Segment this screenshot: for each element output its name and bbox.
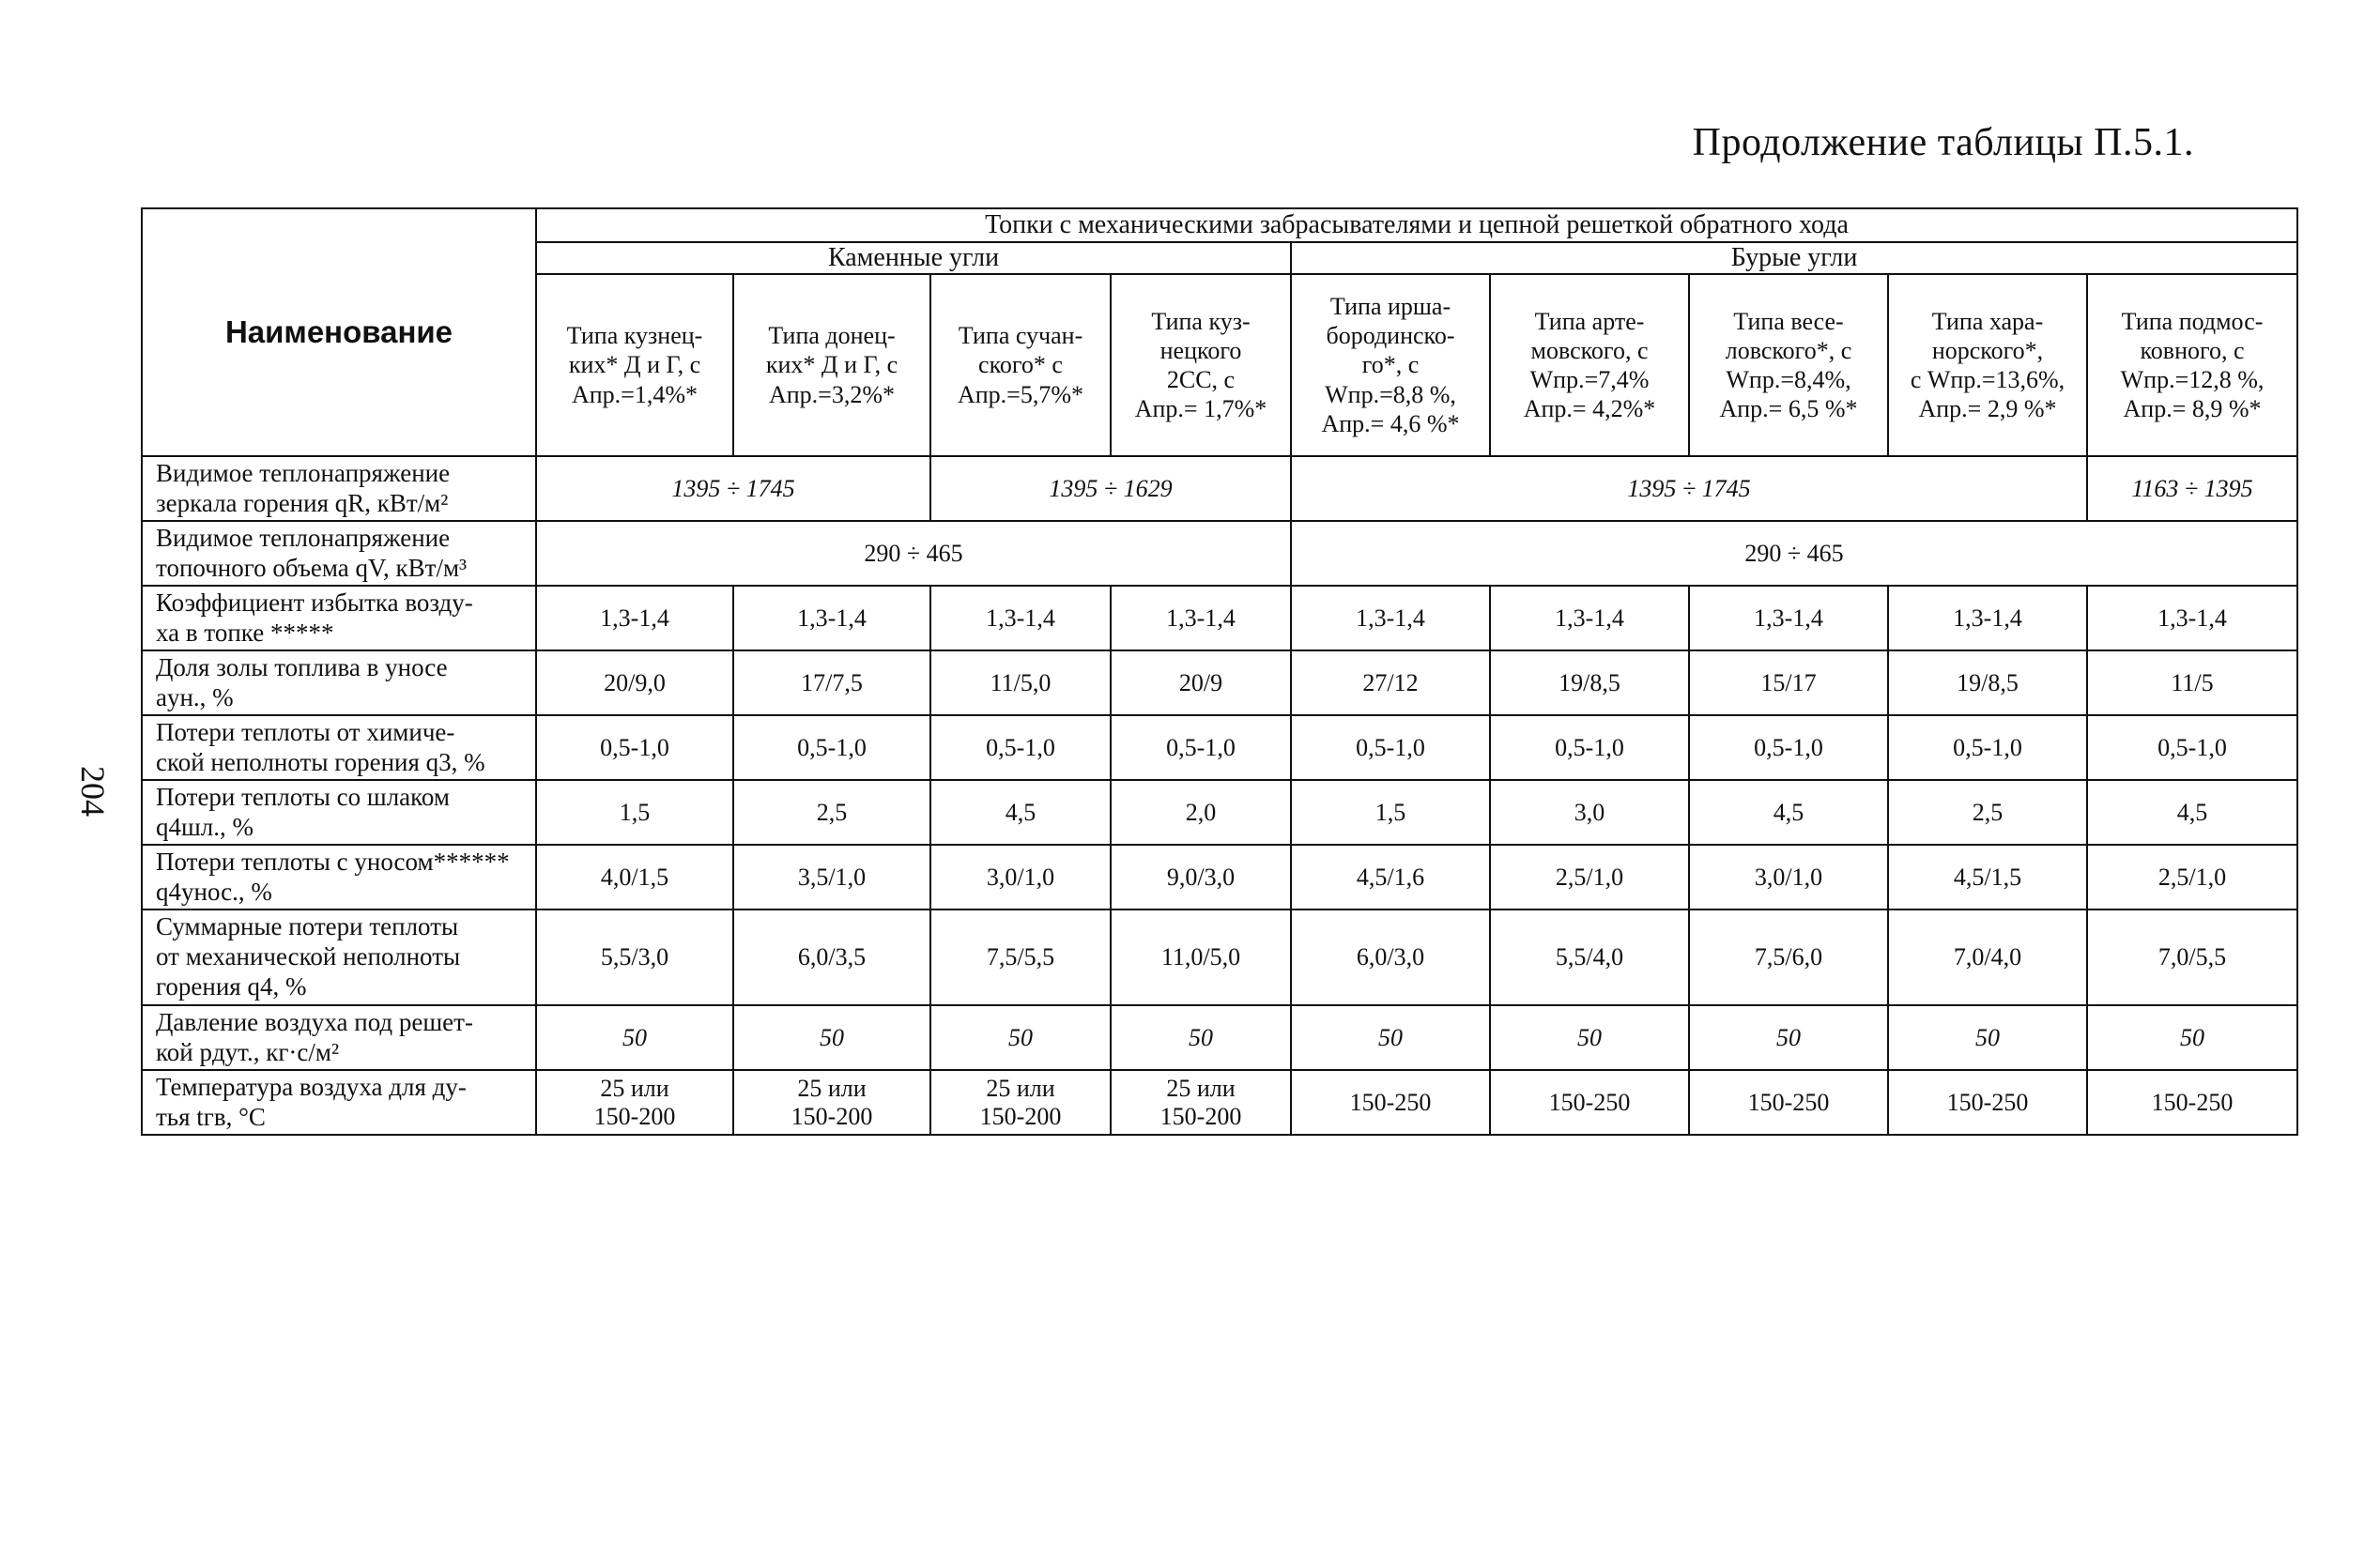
coal-type-header: Типа сучан- ского* с Aпр.=5,7%* (930, 274, 1111, 456)
table-cell: 0,5-1,0 (733, 715, 930, 780)
table-cell: 5,5/4,0 (1490, 909, 1689, 1005)
table-cell: 0,5-1,0 (1888, 715, 2087, 780)
table-row (142, 909, 2297, 1005)
table-cell: 19/8,5 (1490, 650, 1689, 715)
table-cell: 15/17 (1689, 650, 1888, 715)
table-cell: 0,5-1,0 (1291, 715, 1490, 780)
table-cell: 25 или 150-200 (733, 1070, 930, 1135)
table-cell: 19/8,5 (1888, 650, 2087, 715)
table-cell: 11,0/5,0 (1111, 909, 1291, 1005)
table-cell: 50 (1111, 1005, 1291, 1070)
table-cell: 0,5-1,0 (2087, 715, 2297, 780)
table-cell: 290 ÷ 465 (536, 521, 1291, 586)
table-row (142, 521, 2297, 586)
table-cell: 17/7,5 (733, 650, 930, 715)
table-cell: 150-250 (1490, 1070, 1689, 1135)
table-cell: 1,3-1,4 (2087, 586, 2297, 650)
row-label: Коэффициент избытка возду- ха в топке ***** (142, 586, 536, 650)
row-label: Температура воздуха для ду- тья tгв, °C (142, 1070, 536, 1135)
table-cell: 2,5 (1888, 780, 2087, 845)
brown-coal-header: Бурые угли (1291, 242, 2297, 274)
table-cell: 1,3-1,4 (1888, 586, 2087, 650)
table-caption: Продолжение таблицы П.5.1. (1692, 121, 2194, 164)
table-cell: 1,3-1,4 (930, 586, 1111, 650)
table-cell: 1,5 (536, 780, 733, 845)
table-cell: 6,0/3,5 (733, 909, 930, 1005)
coal-type-header: Типа хара- норского*, с Wпр.=13,6%, Aпр.= 2,9 %* (1888, 274, 2087, 456)
table-cell: 290 ÷ 465 (1291, 521, 2297, 586)
table-cell: 2,0 (1111, 780, 1291, 845)
table-cell: 4,5/1,6 (1291, 845, 1490, 909)
table-cell: 1,3-1,4 (536, 586, 733, 650)
table-cell: 50 (1888, 1005, 2087, 1070)
table-cell: 150-250 (1291, 1070, 1490, 1135)
table-cell: 5,5/3,0 (536, 909, 733, 1005)
table-cell: 2,5/1,0 (1490, 845, 1689, 909)
row-label: Доля золы топлива в уносе aун., % (142, 650, 536, 715)
table-row (142, 456, 2297, 521)
table-cell: 3,0 (1490, 780, 1689, 845)
table-cell: 9,0/3,0 (1111, 845, 1291, 909)
table-cell: 7,5/6,0 (1689, 909, 1888, 1005)
table-cell: 0,5-1,0 (1490, 715, 1689, 780)
table-cell: 50 (930, 1005, 1111, 1070)
row-label: Видимое теплонапряжение зеркала горения qR, кВт/м² (142, 456, 536, 521)
table-cell: 4,5/1,5 (1888, 845, 2087, 909)
name-column-header: Наименование (142, 208, 536, 456)
table-cell: 3,5/1,0 (733, 845, 930, 909)
row-label: Суммарные потери теплоты от механической неполноты горения q4, % (142, 909, 536, 1005)
table-row (142, 845, 2297, 909)
table-row (142, 650, 2297, 715)
row-label: Потери теплоты с уносом****** q4унос., % (142, 845, 536, 909)
table-cell: 1,3-1,4 (1689, 586, 1888, 650)
table-cell: 3,0/1,0 (1689, 845, 1888, 909)
table-cell: 1,3-1,4 (733, 586, 930, 650)
page-number: 204 (74, 766, 112, 817)
table-cell: 1,3-1,4 (1291, 586, 1490, 650)
table-cell: 50 (1291, 1005, 1490, 1070)
table-cell: 50 (733, 1005, 930, 1070)
table-cell: 4,0/1,5 (536, 845, 733, 909)
table-cell: 7,0/5,5 (2087, 909, 2297, 1005)
table-cell: 150-250 (2087, 1070, 2297, 1135)
row-label: Давление воздуха под решет- кой pдут., кг·с/м² (142, 1005, 536, 1070)
table-cell: 1395 ÷ 1629 (930, 456, 1291, 521)
table-cell: 4,5 (2087, 780, 2297, 845)
table-row (142, 1070, 2297, 1135)
table-cell: 1395 ÷ 1745 (1291, 456, 2087, 521)
table-cell: 50 (1689, 1005, 1888, 1070)
table-cell: 0,5-1,0 (930, 715, 1111, 780)
table-cell: 1,5 (1291, 780, 1490, 845)
coal-type-header: Типа подмос- ковного, с Wпр.=12,8 %, Aпр.= 8,9 %* (2087, 274, 2297, 456)
table-cell: 20/9,0 (536, 650, 733, 715)
table-cell: 27/12 (1291, 650, 1490, 715)
table-cell: 1,3-1,4 (1490, 586, 1689, 650)
table-cell: 0,5-1,0 (536, 715, 733, 780)
coal-type-header: Типа куз- нецкого 2СС, с Aпр.= 1,7%* (1111, 274, 1291, 456)
coal-type-header: Типа донец- ких* Д и Г, с Aпр.=3,2%* (733, 274, 930, 456)
table-cell: 0,5-1,0 (1111, 715, 1291, 780)
table-cell: 1,3-1,4 (1111, 586, 1291, 650)
table-cell: 2,5 (733, 780, 930, 845)
row-label: Потери теплоты от химиче- ской неполноты горения q3, % (142, 715, 536, 780)
parameters-table (141, 207, 2298, 1136)
table-row (142, 715, 2297, 780)
table-cell: 25 или 150-200 (930, 1070, 1111, 1135)
table-cell: 7,0/4,0 (1888, 909, 2087, 1005)
table-cell: 50 (1490, 1005, 1689, 1070)
table-cell: 50 (2087, 1005, 2297, 1070)
table-cell: 20/9 (1111, 650, 1291, 715)
coal-type-header: Типа арте- мовского, с Wпр.=7,4% Aпр.= 4,2%* (1490, 274, 1689, 456)
table-cell: 7,5/5,5 (930, 909, 1111, 1005)
table-cell: 150-250 (1888, 1070, 2087, 1135)
table-cell: 1163 ÷ 1395 (2087, 456, 2297, 521)
table-cell: 50 (536, 1005, 733, 1070)
table-cell: 150-250 (1689, 1070, 1888, 1135)
table-cell: 0,5-1,0 (1689, 715, 1888, 780)
stone-coal-header: Каменные угли (536, 242, 1291, 274)
row-label: Видимое теплонапряжение топочного объема qV, кВт/м³ (142, 521, 536, 586)
table-cell: 4,5 (930, 780, 1111, 845)
table-cell: 1395 ÷ 1745 (536, 456, 930, 521)
coal-type-header: Типа весе- ловского*, с Wпр.=8,4%, Aпр.= 6,5 %* (1689, 274, 1888, 456)
row-label: Потери теплоты со шлаком q4шл., % (142, 780, 536, 845)
table-cell: 2,5/1,0 (2087, 845, 2297, 909)
coal-type-header: Типа ирша- бородинско- го*, с Wпр.=8,8 %, Aпр.= 4,6 %* (1291, 274, 1490, 456)
table-cell: 25 или 150-200 (1111, 1070, 1291, 1135)
coal-type-header: Типа кузнец- ких* Д и Г, с Aпр.=1,4%* (536, 274, 733, 456)
table-row (142, 586, 2297, 650)
table-row (142, 1005, 2297, 1070)
table-cell: 6,0/3,0 (1291, 909, 1490, 1005)
table-cell: 4,5 (1689, 780, 1888, 845)
table-row (142, 780, 2297, 845)
table-cell: 25 или 150-200 (536, 1070, 733, 1135)
table-cell: 3,0/1,0 (930, 845, 1111, 909)
table-cell: 11/5 (2087, 650, 2297, 715)
furnace-group-header: Топки с механическими забрасывателями и цепной решеткой обратного хода (536, 208, 2297, 242)
table-cell: 11/5,0 (930, 650, 1111, 715)
